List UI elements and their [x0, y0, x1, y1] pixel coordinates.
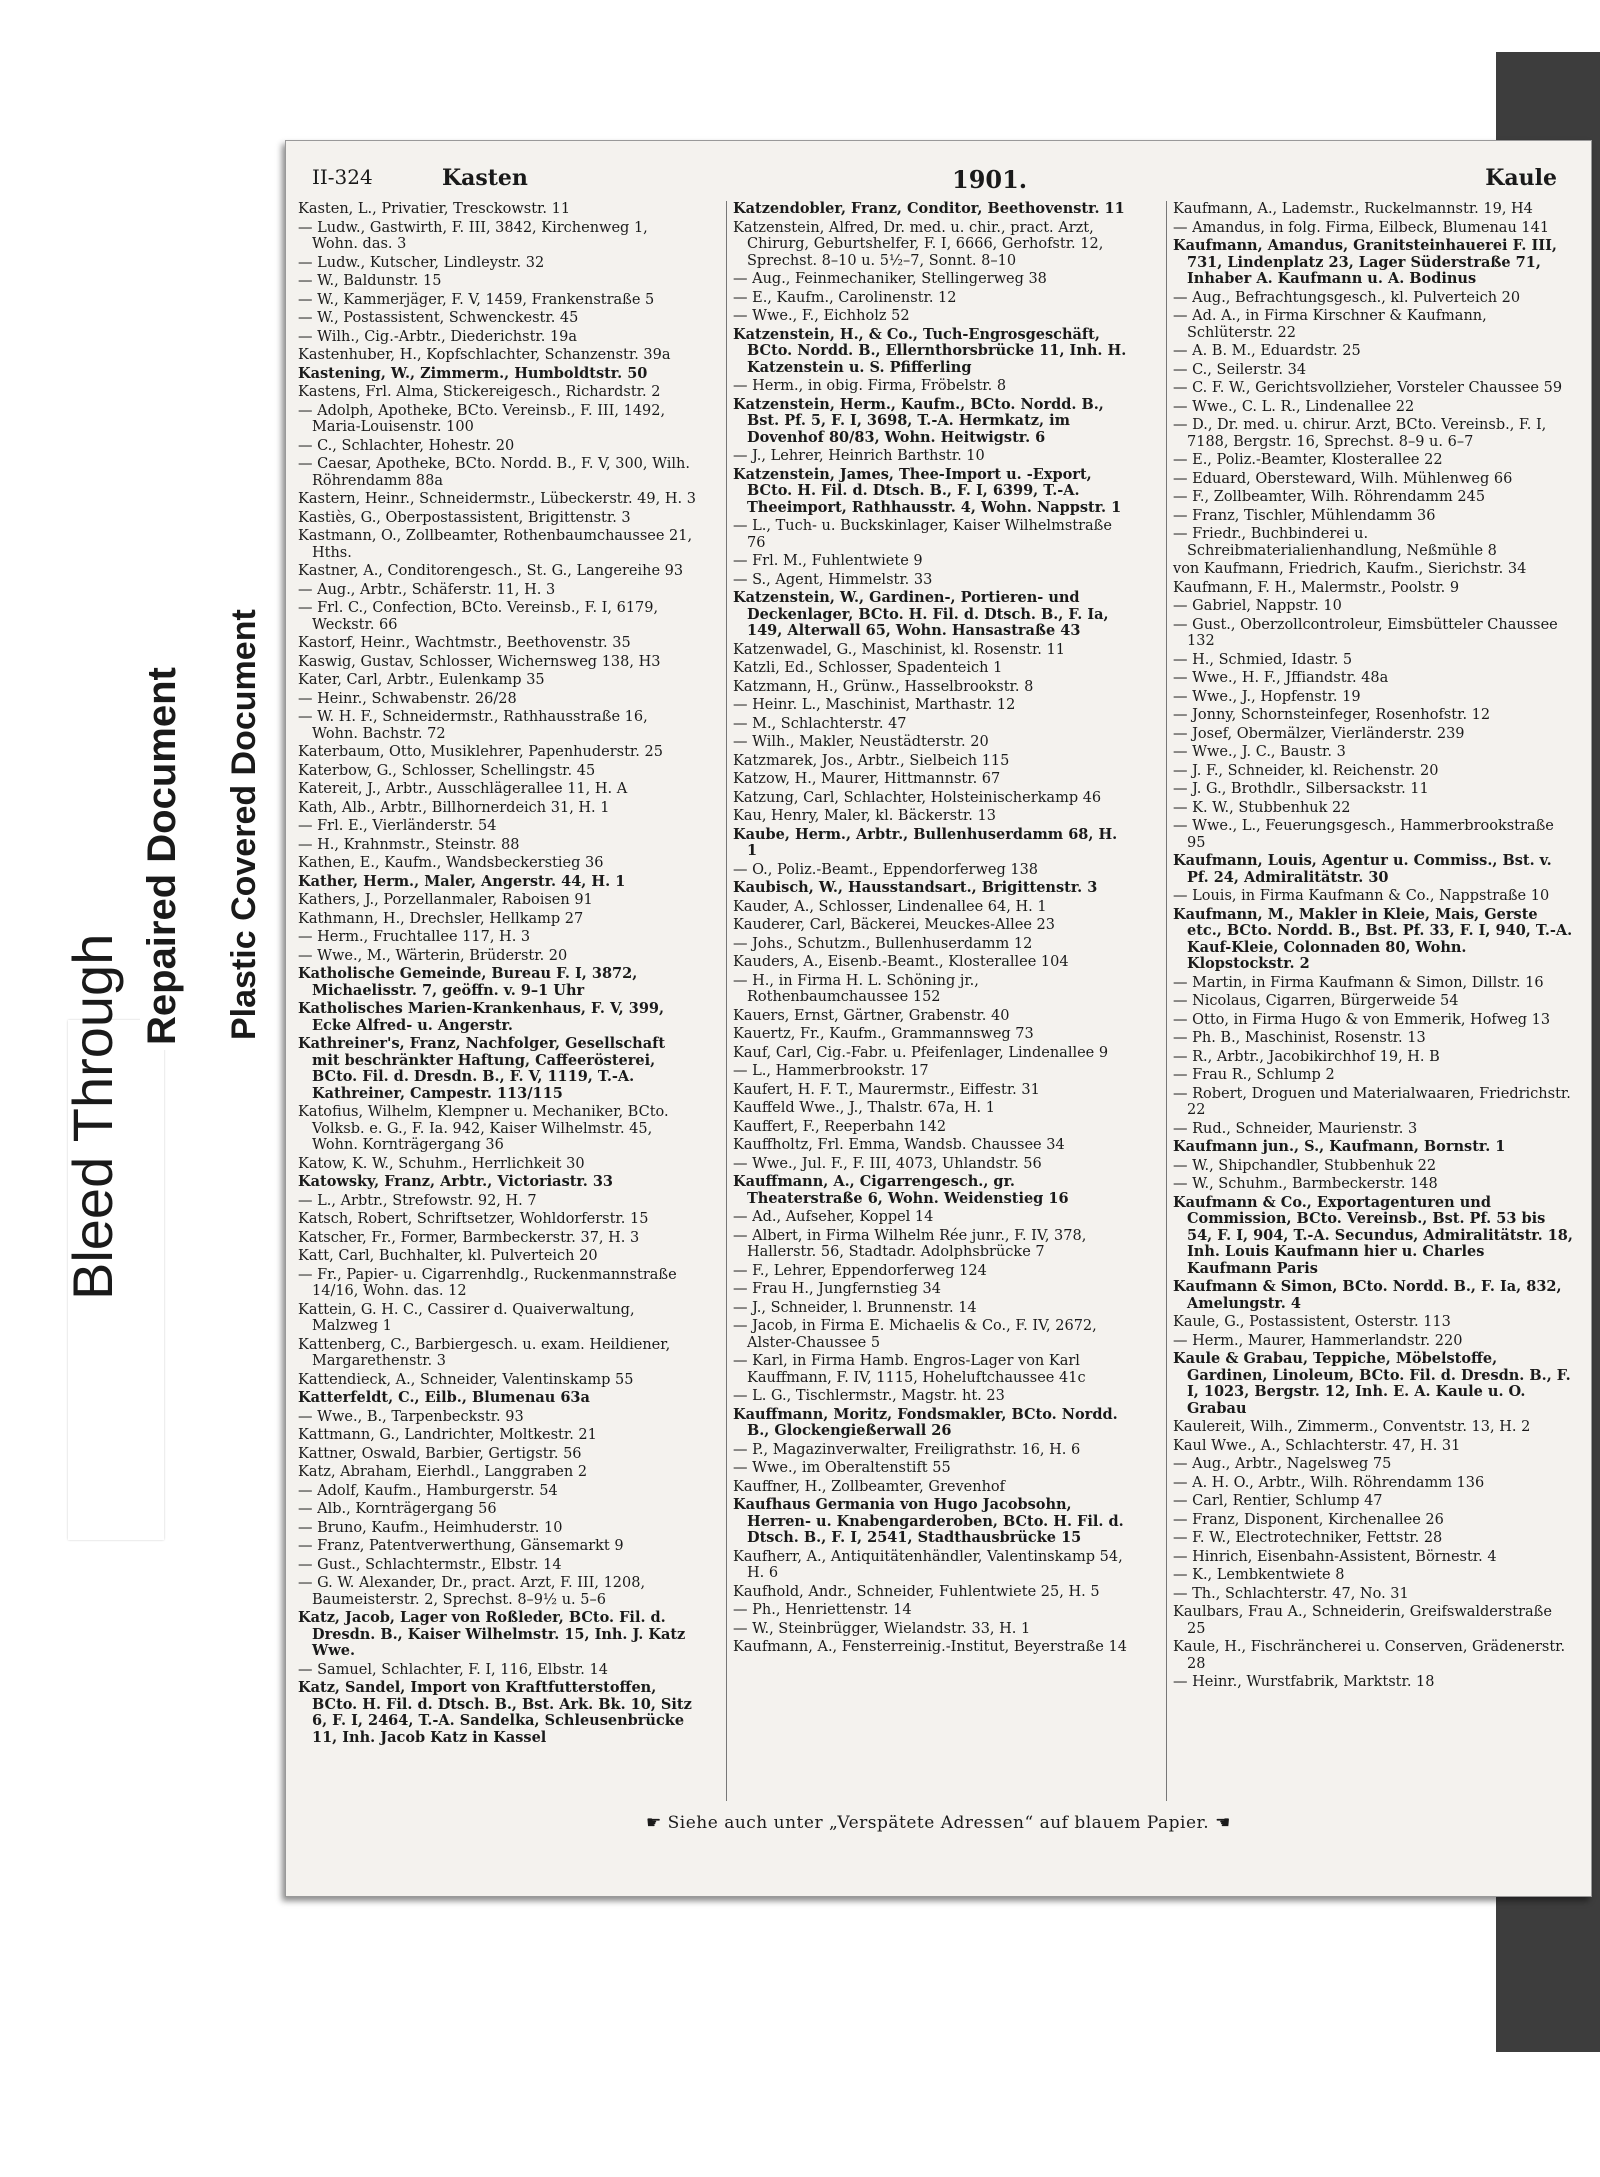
directory-entry: — R., Arbtr., Jacobikirchhof 19, H. B: [1173, 1048, 1440, 1065]
directory-entry: Katow, K. W., Schuhm., Herrlichkeit 30: [298, 1155, 585, 1172]
directory-entry: Kasten, L., Privatier, Tresckowstr. 11: [298, 201, 571, 217]
directory-entry: Kastenhuber, H., Kopfschlachter, Schanzenstr. 39a: [298, 347, 671, 363]
directory-entry: Katscher, Fr., Former, Barmbeckerstr. 37, H. 3: [298, 1229, 640, 1246]
directory-entry: — W., Shipchandler, Stubbenhuk 22: [1173, 1157, 1437, 1174]
directory-entry: von Kaufmann, Friedrich, Kaufm., Sierichstr. 34: [1173, 561, 1527, 577]
directory-entry: — W., Schuhm., Barmbeckerstr. 148: [1173, 1176, 1438, 1192]
directory-entry: — Gabriel, Nappstr. 10: [1173, 598, 1342, 614]
directory-entry: — E., Kaufm., Carolinenstr. 12: [733, 289, 957, 306]
directory-entry: — Frl. M., Fuhlentwiete 9: [733, 553, 923, 569]
directory-entry: Kaufmann & Simon, BCto. Nordd. B., F. Ia, 832, Amelungstr. 4: [1173, 1278, 1562, 1312]
directory-entry: — Karl, in Firma Hamb. Engros-Lager von Karl Kauffmann, F. IV, 1115, Hoheluftchaussee 41c: [733, 1353, 1086, 1386]
directory-entry: — Herm., Maurer, Hammerlandstr. 220: [1173, 1332, 1463, 1349]
directory-entry: — Ad., Aufseher, Koppel 14: [733, 1209, 934, 1225]
directory-entry: Kattendieck, A., Schneider, Valentinskamp 55: [298, 1371, 634, 1388]
directory-entry: Katzung, Carl, Schlachter, Holsteinischerkamp 46: [733, 789, 1102, 806]
directory-entry: — F., Zollbeamter, Wilh. Röhrendamm 245: [1173, 489, 1486, 505]
directory-entry: — Robert, Droguen und Materialwaaren, Friedrichstr. 22: [1173, 1085, 1571, 1118]
directory-entry: Katsch, Robert, Schriftsetzer, Wohldorferstr. 15: [298, 1211, 649, 1227]
directory-entry: — C., Schlachter, Hohestr. 20: [298, 437, 515, 454]
page-header: [312, 165, 1577, 201]
directory-entry: — Heinr. L., Maschinist, Marthastr. 12: [733, 697, 1016, 713]
directory-entry: Kaube, Herm., Arbtr., Bullenhuserdamm 68, H. 1: [733, 825, 1118, 859]
directory-entry: — J., Lehrer, Heinrich Barthstr. 10: [733, 448, 985, 464]
directory-entry: — G. W. Alexander, Dr., pract. Arzt, F. III, 1208, Baumeisterstr. 2, Sprechst. 8–9½ u. 5–6: [298, 1575, 646, 1608]
directory-entry: Katzmarek, Jos., Arbtr., Sielbeich 115: [733, 752, 1010, 769]
directory-entry: — H., in Firma H. L. Schöning jr., Rothenbaumchaussee 152: [733, 972, 979, 1005]
repaired-document-label: Repaired Document: [140, 667, 184, 1045]
directory-entry: — Wwe., M., Wärterin, Brüderstr. 20: [298, 947, 568, 964]
directory-entry: — Fr., Papier- u. Cigarrenhdlg., Ruckenmannstraße 14/16, Wohn. das. 12: [298, 1266, 677, 1299]
directory-entry: Kauffeld Wwe., J., Thalstr. 67a, H. 1: [733, 1100, 995, 1116]
directory-entry: — W., Steinbrügger, Wielandstr. 33, H. 1: [733, 1620, 1031, 1637]
directory-entry: — H., Krahnmstr., Steinstr. 88: [298, 836, 520, 853]
directory-entry: — Caesar, Apotheke, BCto. Nordd. B., F. V, 300, Wilh. Röhrendamm 88a: [298, 456, 690, 489]
directory-entry: — Jonny, Schornsteinfeger, Rosenhofstr. 12: [1173, 707, 1491, 723]
directory-entry: Katz, Jacob, Lager von Roßleder, BCto. Fil. d. Dresdn. B., Kaiser Wilhelmstr. 15, Inh. J. Katz Wwe.: [298, 1609, 686, 1659]
directory-entry: Katz, Abraham, Eierhdl., Langgraben 2: [298, 1464, 588, 1480]
directory-entry: — Adolf, Kaufm., Hamburgerstr. 54: [298, 1482, 558, 1499]
directory-entry: Kauers, Ernst, Gärtner, Grabenstr. 40: [733, 1007, 1010, 1024]
directory-entry: — D., Dr. med. u. chirur. Arzt, BCto. Vereinsb., F. I, 7188, Bergstr. 16, Sprechst. 8–9 u. 6–7: [1173, 417, 1547, 450]
directory-entry: — Martin, in Firma Kaufmann & Simon, Dillstr. 16: [1173, 974, 1544, 991]
directory-entry: Katowsky, Franz, Arbtr., Victoriastr. 33: [298, 1173, 614, 1190]
directory-entry: Kastening, W., Zimmerm., Humboldtstr. 50: [298, 364, 648, 382]
directory-entry: Katzenstein, James, Thee-Import u. -Export, BCto. H. Fil. d. Dtsch. B., F. I, 6399, T.-A. Theeimport, Rathhausstr. 4, Wohn. Nappstr. 1: [733, 465, 1122, 516]
directory-entry: Kastorf, Heinr., Wachtmstr., Beethovenstr. 35: [298, 635, 631, 651]
directory-entry: Kathmann, H., Drechsler, Hellkamp 27: [298, 910, 584, 927]
directory-entry: — Eduard, Obersteward, Wilh. Mühlenweg 66: [1173, 470, 1513, 487]
directory-entry: — Frau R., Schlump 2: [1173, 1067, 1335, 1083]
directory-entry: — K., Lembkentwiete 8: [1173, 1567, 1345, 1583]
directory-entry: Kaule & Grabau, Teppiche, Möbelstoffe, Gardinen, Linoleum, BCto. Fil. d. Dresdn. B., F. I, 1023, Bergstr. 12, Inh. E. A. Kaule u. O. Grabau: [1173, 1350, 1571, 1417]
directory-entry: — O., Poliz.-Beamt., Eppendorferweg 138: [733, 861, 1039, 878]
directory-entry: — Heinr., Schwabenstr. 26/28: [298, 690, 517, 707]
directory-entry: Katzow, H., Maurer, Hittmannstr. 67: [733, 771, 1001, 787]
directory-entry: Kath, Alb., Arbtr., Billhornerdeich 31, H. 1: [298, 799, 610, 816]
directory-entry: Katzendobler, Franz, Conditor, Beethovenstr. 11: [733, 201, 1125, 217]
directory-entry: Kaswig, Gustav, Schlosser, Wichernsweg 138, H3: [298, 653, 661, 670]
directory-entry: — H., Schmied, Idastr. 5: [1173, 651, 1353, 668]
directory-entry: — F. W., Electrotechniker, Fettstr. 28: [1173, 1530, 1443, 1546]
directory-entry: Kathreiner's, Franz, Nachfolger, Gesellschaft mit beschränkter Haftung, Caffeerösterei, BCto. Fil. d. Dresdn. B., F. V, 1119, T.-A. Kathreiner, Campestr. 113/115: [298, 1035, 666, 1102]
directory-entry: Katereit, J., Arbtr., Ausschlägerallee 11, H. A: [298, 781, 628, 797]
directory-entry: — Amandus, in folg. Firma, Eilbeck, Blumenau 141: [1173, 219, 1550, 236]
directory-entry: — Nicolaus, Cigarren, Bürgerweide 54: [1173, 993, 1459, 1009]
directory-entry: — L., Hammerbrookstr. 17: [733, 1063, 929, 1079]
directory-entry: — Ludw., Kutscher, Lindleystr. 32: [298, 254, 545, 271]
directory-entry: Katholische Gemeinde, Bureau F. I, 3872, Michaelisstr. 7, geöffn. v. 9–1 Uhr: [298, 965, 638, 999]
directory-entry: — Heinr., Wurstfabrik, Marktstr. 18: [1173, 1674, 1435, 1690]
directory-entry: Kastens, Frl. Alma, Stickereigesch., Richardstr. 2: [298, 384, 661, 400]
directory-entry: — C. F. W., Gerichtsvollzieher, Vorsteler Chaussee 59: [1173, 380, 1563, 396]
directory-entry: — K. W., Stubbenhuk 22: [1173, 799, 1351, 816]
directory-entry: — J. G., Brothdlr., Silbersackstr. 11: [1173, 781, 1429, 797]
directory-entry: Katzenwadel, G., Maschinist, kl. Rosenstr. 11: [733, 641, 1065, 658]
directory-entry: — Wwe., Jul. F., F. III, 4073, Uhlandstr. 56: [733, 1155, 1042, 1172]
directory-entry: — Franz, Disponent, Kirchenallee 26: [1173, 1511, 1444, 1528]
directory-entry: — Wilh., Makler, Neustädterstr. 20: [733, 734, 989, 750]
directory-entry: Katofius, Wilhelm, Klempner u. Mechaniker, BCto. Volksb. e. G., F. Ia. 942, Kaiser Wilhelmstr. 45, Wohn. Kornträgergang 36: [298, 1104, 669, 1153]
directory-entry: — Wwe., F., Eichholz 52: [733, 308, 910, 324]
directory-entry: — Th., Schlachterstr. 47, No. 31: [1173, 1585, 1409, 1602]
column-1: [298, 201, 696, 1801]
directory-entry: Katzenstein, H., & Co., Tuch-Engrosgeschäft, BCto. Nordd. B., Ellernthorsbrücke 11, Inh. H. Katzenstein u. S. Pfifferling: [733, 325, 1127, 376]
directory-entry: Kattner, Oswald, Barbier, Gertigstr. 56: [298, 1445, 582, 1462]
directory-entry: — Rud., Schneider, Maurienstr. 3: [1173, 1120, 1418, 1137]
directory-entry: Katzenstein, Herm., Kaufm., BCto. Nordd. B., Bst. Pf. 5, F. I, 3698, T.-A. Hermkatz, im Dovenhof 80/83, Wohn. Heitwigstr. 6: [733, 395, 1104, 446]
directory-entry: — M., Schlachterstr. 47: [733, 715, 907, 732]
directory-entry: — Ludw., Gastwirth, F. III, 3842, Kirchenweg 1, Wohn. das. 3: [298, 219, 648, 252]
directory-entry: — C., Seilerstr. 34: [1173, 361, 1307, 378]
directory-entry: Kauder, A., Schlosser, Lindenallee 64, H. 1: [733, 898, 1047, 915]
directory-entry: — Franz, Tischler, Mühlendamm 36: [1173, 507, 1436, 524]
directory-entry: — Aug., Feinmechaniker, Stellingerweg 38: [733, 271, 1047, 287]
directory-entry: — L. G., Tischlermstr., Magstr. ht. 23: [733, 1388, 1005, 1404]
directory-entry: Kaufmann jun., S., Kaufmann, Bornstr. 1: [1173, 1138, 1506, 1155]
directory-entry: Kaufmann, F. H., Malermstr., Poolstr. 9: [1173, 579, 1460, 596]
directory-entry: — Wwe., H. F., Jffiandstr. 48a: [1173, 670, 1389, 686]
directory-entry: Kather, Herm., Maler, Angerstr. 44, H. 1: [298, 872, 626, 890]
directory-entry: Kathers, J., Porzellanmaler, Raboisen 91: [298, 892, 593, 908]
directory-entry: — Johs., Schutzm., Bullenhuserdamm 12: [733, 935, 1033, 952]
header-right-word: Kaule: [1485, 165, 1557, 191]
directory-entry: — P., Magazinverwalter, Freiligrathstr. 16, H. 6: [733, 1441, 1081, 1458]
directory-entry: Kastmann, O., Zollbeamter, Rothenbaumchaussee 21, Hths.: [298, 528, 693, 561]
directory-entry: — W., Baldunstr. 15: [298, 273, 442, 289]
directory-entry: Kastner, A., Conditorengesch., St. G., Langereihe 93: [298, 563, 684, 579]
directory-entry: Katzmann, H., Grünw., Hasselbrookstr. 8: [733, 678, 1034, 695]
directory-entry: — J. F., Schneider, kl. Reichenstr. 20: [1173, 762, 1439, 779]
directory-entry: — A. B. M., Eduardstr. 25: [1173, 343, 1361, 359]
directory-entry: — Frau H., Jungfernstieg 34: [733, 1281, 941, 1297]
directory-entry: — Frl. C., Confection, BCto. Vereinsb., F. I, 6179, Weckstr. 66: [298, 600, 659, 633]
directory-entry: Kaufmann, A., Lademstr., Ruckelmannstr. 19, H4: [1173, 201, 1533, 217]
directory-entry: Kauf, Carl, Cig.-Fabr. u. Pfeifenlager, Lindenallee 9: [733, 1044, 1109, 1061]
directory-entry: — Friedr., Buchbinderei u. Schreibmaterialienhandlung, Neßmühle 8: [1173, 526, 1497, 559]
directory-entry: — Wwe., C. L. R., Lindenallee 22: [1173, 398, 1415, 415]
directory-entry: Kaufmann, M., Makler in Kleie, Mais, Gerste etc., BCto. Nordd. B., Bst. Pf. 33, F. I, 940, T.-A. Kauf-Kleie, Colonnaden 80, Wohn. Klopstockstr. 2: [1173, 905, 1573, 972]
directory-entry: — Jacob, in Firma E. Michaelis & Co., F. IV, 2672, Alster-Chaussee 5: [733, 1318, 1097, 1351]
directory-entry: — F., Lehrer, Eppendorferweg 124: [733, 1262, 987, 1279]
directory-entry: — Ad. A., in Firma Kirschner & Kaufmann, Schlüterstr. 22: [1173, 308, 1487, 341]
directory-entry: Kaufert, H. F. T., Maurermstr., Eiffestr. 31: [733, 1081, 1040, 1098]
directory-entry: Kauffmann, A., Cigarrengesch., gr. Theaterstraße 6, Wohn. Weidenstieg 16: [733, 1173, 1069, 1207]
directory-entry: — Frl. E., Vierländerstr. 54: [298, 818, 497, 834]
directory-entry: Kaufmann, Amandus, Granitsteinhauerei F. III, 731, Lindenplatz 23, Lager Süderstraße 71, Inhaber A. Kaufmann u. A. Bodinus: [1173, 237, 1557, 287]
directory-entry: — Hinrich, Eisenbahn-Assistent, Börnestr. 4: [1173, 1548, 1497, 1565]
directory-entry: Kaule, G., Postassistent, Osterstr. 113: [1173, 1314, 1451, 1330]
directory-entry: Kaulereit, Wilh., Zimmerm., Conventstr. 13, H. 2: [1173, 1419, 1531, 1435]
directory-entry: Katerbaum, Otto, Musiklehrer, Papenhuderstr. 25: [298, 744, 663, 760]
directory-entry: Kathen, E., Kaufm., Wandsbeckerstieg 36: [298, 855, 604, 871]
directory-entry: — S., Agent, Himmelstr. 33: [733, 571, 933, 588]
directory-entry: — Wilh., Cig.-Arbtr., Diederichstr. 19a: [298, 328, 578, 345]
directory-entry: Kaufmann, A., Fensterreinig.-Institut, Beyerstraße 14: [733, 1639, 1127, 1655]
directory-entry: — J., Schneider, l. Brunnenstr. 14: [733, 1299, 977, 1316]
directory-entry: — Samuel, Schlachter, F. I, 116, Elbstr. 14: [298, 1661, 608, 1678]
directory-entry: — Ph. B., Maschinist, Rosenstr. 13: [1173, 1030, 1426, 1046]
column-3: [1166, 201, 1573, 1801]
column-2: [726, 201, 1131, 1801]
page-number: II-324: [312, 165, 373, 189]
directory-entry: Kaufmann, Louis, Agentur u. Commiss., Bst. v. Pf. 24, Admiralitätstr. 30: [1173, 852, 1552, 886]
header-year: 1901.: [952, 165, 1028, 194]
directory-entry: — Louis, in Firma Kaufmann & Co., Nappstraße 10: [1173, 888, 1550, 904]
directory-entry: — Gust., Schlachtermstr., Elbstr. 14: [298, 1556, 562, 1573]
plastic-covered-label: Plastic Covered Document: [225, 609, 263, 1040]
directory-entry: — Ph., Henriettenstr. 14: [733, 1602, 912, 1618]
directory-entry: — Albert, in Firma Wilhelm Rée junr., F. IV, 378, Hallerstr. 56, Stadtadr. Adolphsbrücke 7: [733, 1227, 1087, 1260]
bleed-through-label: Bleed Through: [61, 933, 124, 1300]
directory-entry: Kaufmann & Co., Exportagenturen und Commission, BCto. Vereinsb., Bst. Pf. 53 bis 54, F. I, 904, T.-A. Secundus, Admiralitätstr. 18, Inh. Louis Kaufmann hier u. Charles Kaufmann Paris: [1173, 1193, 1573, 1277]
directory-entry: — Adolph, Apotheke, BCto. Vereinsb., F. III, 1492, Maria-Louisenstr. 100: [298, 402, 666, 435]
directory-entry: Kastern, Heinr., Schneidermstr., Lübeckerstr. 49, H. 3: [298, 491, 696, 507]
directory-entry: — E., Poliz.-Beamter, Klosterallee 22: [1173, 452, 1443, 468]
directory-entry: — Wwe., im Oberaltenstift 55: [733, 1460, 951, 1476]
directory-entry: — Aug., Arbtr., Nagelsweg 75: [1173, 1456, 1392, 1472]
directory-entry: — Franz, Patentverwerthung, Gänsemarkt 9: [298, 1538, 624, 1554]
directory-page: [285, 140, 1592, 1897]
directory-entry: Kattmann, G., Landrichter, Moltkestr. 21: [298, 1427, 597, 1443]
directory-entry: Kaubisch, W., Hausstandsart., Brigittenstr. 3: [733, 879, 1098, 896]
directory-entry: Kaule, H., Fischräncherei u. Conserven, Grädenerstr. 28: [1173, 1639, 1566, 1672]
directory-entry: — Wwe., L., Feuerungsgesch., Hammerbrookstraße 95: [1173, 818, 1554, 851]
directory-entry: Kaulbars, Frau A., Schneiderin, Greifswalderstraße 25: [1173, 1604, 1552, 1637]
directory-entry: — Carl, Rentier, Schlump 47: [1173, 1493, 1383, 1509]
directory-entry: Katz, Sandel, Import von Kraftfutterstoffen, BCto. H. Fil. d. Dtsch. B., Bst. Ark. Bk. 10, Sitz 6, F. I, 2464, T.-A. Sandelka, Schleusenbrücke 11, Inh. Jacob Katz in Kassel: [298, 1679, 692, 1746]
directory-entry: — W. H. F., Schneidermstr., Rathhausstraße 16, Wohn. Bachstr. 72: [298, 709, 648, 742]
directory-entry: Kau, Henry, Maler, kl. Bäckerstr. 13: [733, 808, 996, 824]
header-left-word: Kasten: [442, 165, 528, 191]
footer-note: ☛ Siehe auch unter „Verspätete Adressen“ auf blauem Papier. ☚: [646, 1813, 1231, 1833]
directory-entry: — Herm., Fruchtallee 117, H. 3: [298, 929, 531, 945]
directory-entry: — Josef, Obermälzer, Vierländerstr. 239: [1173, 725, 1465, 742]
directory-entry: — Aug., Befrachtungsgesch., kl. Pulverteich 20: [1173, 289, 1521, 306]
directory-entry: — Otto, in Firma Hugo & von Emmerik, Hofweg 13: [1173, 1011, 1551, 1028]
directory-entry: Kauffmann, Moritz, Fondsmakler, BCto. Nordd. B., Glockengießerwall 26: [733, 1405, 1118, 1439]
directory-entry: Katerbow, G., Schlosser, Schellingstr. 45: [298, 762, 596, 779]
directory-entry: — Herm., in obig. Firma, Fröbelstr. 8: [733, 378, 1007, 394]
directory-entry: — L., Arbtr., Strefowstr. 92, H. 7: [298, 1192, 537, 1209]
directory-entry: Kater, Carl, Arbtr., Eulenkamp 35: [298, 672, 545, 688]
directory-entry: — W., Kammerjäger, F. V, 1459, Frankenstraße 5: [298, 291, 655, 308]
directory-entry: Kaufhold, Andr., Schneider, Fuhlentwiete 25, H. 5: [733, 1583, 1100, 1600]
directory-entry: Kaufherr, A., Antiquitätenhändler, Valentinskamp 54, H. 6: [733, 1548, 1123, 1581]
directory-entry: Katterfeldt, C., Eilb., Blumenau 63a: [298, 1389, 590, 1406]
directory-entry: — Gust., Oberzollcontroleur, Eimsbütteler Chaussee 132: [1173, 616, 1558, 649]
directory-entry: Kattenberg, C., Barbiergesch. u. exam. Heildiener, Margarethenstr. 3: [298, 1336, 671, 1369]
directory-entry: — W., Postassistent, Schwenckestr. 45: [298, 310, 579, 326]
directory-entry: — Wwe., J. C., Baustr. 3: [1173, 744, 1346, 760]
directory-entry: — Alb., Kornträgergang 56: [298, 1501, 497, 1517]
directory-entry: — Wwe., B., Tarpenbeckstr. 93: [298, 1408, 524, 1425]
directory-entry: Kauffholtz, Frl. Emma, Wandsb. Chaussee 34: [733, 1137, 1065, 1153]
directory-entry: Kattein, G. H. C., Cassirer d. Quaiverwaltung, Malzweg 1: [298, 1301, 635, 1334]
directory-entry: Katzli, Ed., Schlosser, Spadenteich 1: [733, 660, 1003, 676]
directory-entry: — A. H. O., Arbtr., Wilh. Röhrendamm 136: [1173, 1474, 1485, 1491]
directory-entry: Kastiès, G., Oberpostassistent, Brigittenstr. 3: [298, 509, 631, 526]
directory-entry: Kauderer, Carl, Bäckerei, Meuckes-Allee 23: [733, 917, 1055, 933]
directory-entry: Kaufhaus Germania von Hugo Jacobsohn, Herren- u. Knabengarderoben, BCto. H. Fil. d. Dtsch. B., F. I, 2541, Stadthausbrücke 15: [733, 1496, 1124, 1546]
directory-entry: — L., Tuch- u. Buckskinlager, Kaiser Wilhelmstraße 76: [733, 518, 1112, 551]
directory-entry: Kauders, A., Eisenb.-Beamt., Klosterallee 104: [733, 954, 1069, 970]
directory-entry: Katt, Carl, Buchhalter, kl. Pulverteich 20: [298, 1248, 598, 1264]
directory-entry: Katzenstein, Alfred, Dr. med. u. chir., pract. Arzt, Chirurg, Geburtshelfer, F. I, 6666, Gerhofstr. 12, Sprechst. 8–10 u. 5½–7, Sonnt. 8–10: [733, 219, 1104, 269]
directory-entry: Kauffert, F., Reeperbahn 142: [733, 1118, 947, 1135]
directory-entry: Kaul Wwe., A., Schlachterstr. 47, H. 31: [1173, 1437, 1461, 1454]
directory-entry: — Aug., Arbtr., Schäferstr. 11, H. 3: [298, 581, 556, 598]
directory-entry: — Bruno, Kaufm., Heimhuderstr. 10: [298, 1519, 563, 1536]
directory-entry: Katholisches Marien-Krankenhaus, F. V, 399, Ecke Alfred- u. Angerstr.: [298, 1000, 665, 1034]
directory-entry: — Wwe., J., Hopfenstr. 19: [1173, 688, 1361, 705]
directory-entry: Kauffner, H., Zollbeamter, Grevenhof: [733, 1478, 1006, 1495]
directory-entry: Kauertz, Fr., Kaufm., Grammannsweg 73: [733, 1026, 1034, 1042]
directory-entry: Katzenstein, W., Gardinen-, Portieren- und Deckenlager, BCto. H. Fil. d. Dtsch. B., F. Ia, 149, Alterwall 65, Wohn. Hansastraße 43: [733, 589, 1109, 639]
